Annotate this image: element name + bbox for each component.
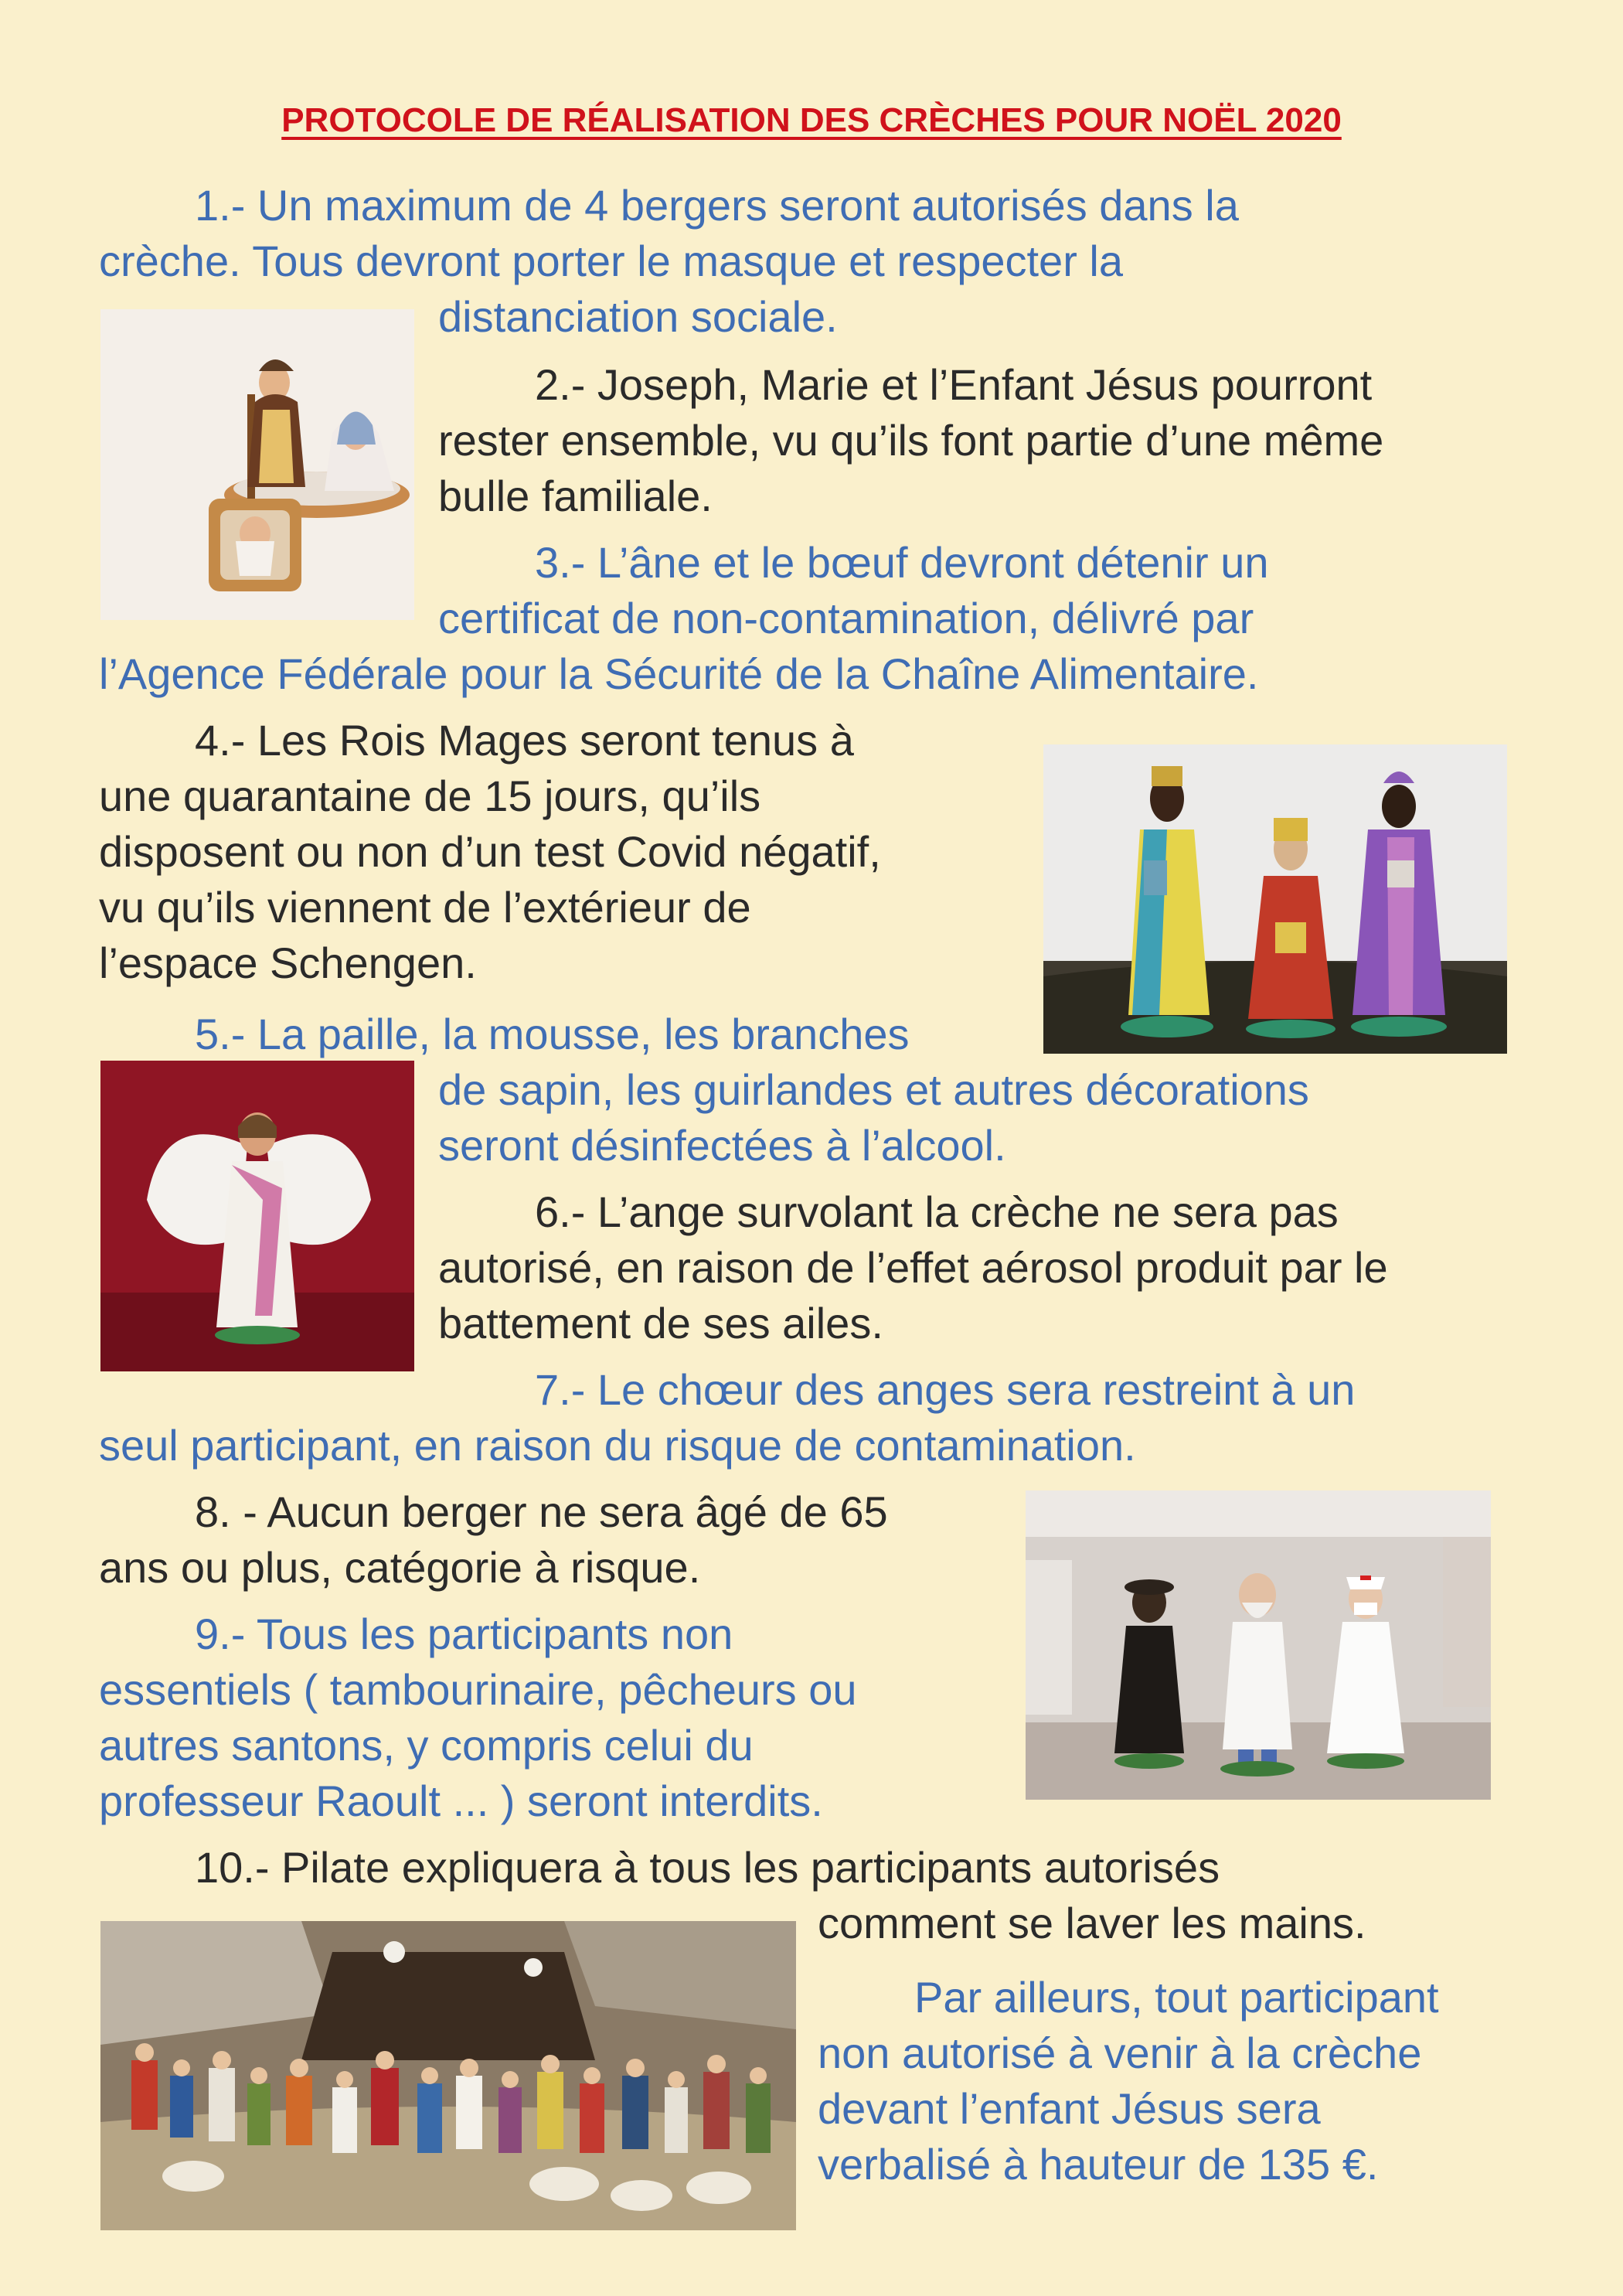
p5-line2: de sapin, les guirlandes et autres décorations <box>438 1065 1309 1114</box>
page-title: PROTOCOLE DE RÉALISATION DES CRÈCHES POUR NOËL 2020 <box>281 101 1342 139</box>
p3-line2: certificat de non-contamination, délivré par <box>438 594 1254 642</box>
angel-photo <box>100 1061 414 1371</box>
p11-line4: verbalisé à hauteur de 135 €. <box>818 2140 1379 2189</box>
p5-line1: 5.- La paille, la mousse, les branches <box>195 1010 910 1058</box>
p6-line1: 6.- L’ange survolant la crèche ne sera pas <box>535 1187 1339 1236</box>
p10-line1: 10.- Pilate expliquera à tous les participants autorisés <box>195 1843 1220 1892</box>
p2-line3: bulle familiale. <box>438 472 713 520</box>
three-kings-photo <box>1043 744 1507 1054</box>
p4-line1: 4.- Les Rois Mages seront tenus à <box>195 716 854 765</box>
p7-line2: seul participant, en raison du risque de contamination. <box>99 1421 1136 1470</box>
p1-line1: 1.- Un maximum de 4 bergers seront autorisés dans la <box>195 181 1239 230</box>
p9-line1: 9.- Tous les participants non <box>195 1610 733 1658</box>
holy-family-photo <box>100 309 414 620</box>
p2-line2: rester ensemble, vu qu’ils font partie d’une même <box>438 416 1384 465</box>
p3-line1: 3.- L’âne et le bœuf devront détenir un <box>535 538 1269 587</box>
p11-line1: Par ailleurs, tout participant <box>914 1973 1439 2022</box>
p1-line2: crèche. Tous devront porter le masque et respecter la <box>99 237 1123 285</box>
p11-line2: non autorisé à venir à la crèche <box>818 2029 1422 2077</box>
p4-line4: vu qu’ils viennent de l’extérieur de <box>99 883 751 932</box>
p6-line3: battement de ses ailes. <box>438 1299 883 1347</box>
p8-line1: 8. - Aucun berger ne sera âgé de 65 <box>195 1487 888 1536</box>
p11-line3: devant l’enfant Jésus sera <box>818 2084 1321 2133</box>
p10-line2: comment se laver les mains. <box>818 1899 1366 1947</box>
santons-photo <box>1026 1490 1491 1800</box>
p8-line2: ans ou plus, catégorie à risque. <box>99 1543 701 1592</box>
p6-line2: autorisé, en raison de l’effet aérosol produit par le <box>438 1243 1388 1292</box>
p9-line3: autres santons, y compris celui du <box>99 1721 754 1770</box>
p4-line5: l’espace Schengen. <box>99 938 477 987</box>
creche-scene-photo <box>100 1921 796 2230</box>
p9-line2: essentiels ( tambourinaire, pêcheurs ou <box>99 1665 857 1714</box>
p3-line3: l’Agence Fédérale pour la Sécurité de la Chaîne Alimentaire. <box>99 649 1259 698</box>
p1-line3: distanciation sociale. <box>438 292 838 341</box>
p2-line1: 2.- Joseph, Marie et l’Enfant Jésus pourront <box>535 360 1373 409</box>
p4-line2: une quarantaine de 15 jours, qu’ils <box>99 772 761 820</box>
p4-line3: disposent ou non d’un test Covid négatif, <box>99 827 881 876</box>
p7-line1: 7.- Le chœur des anges sera restreint à un <box>535 1365 1356 1414</box>
p5-line3: seront désinfectées à l’alcool. <box>438 1121 1006 1170</box>
p9-line4: professeur Raoult ... ) seront interdits. <box>99 1777 823 1825</box>
